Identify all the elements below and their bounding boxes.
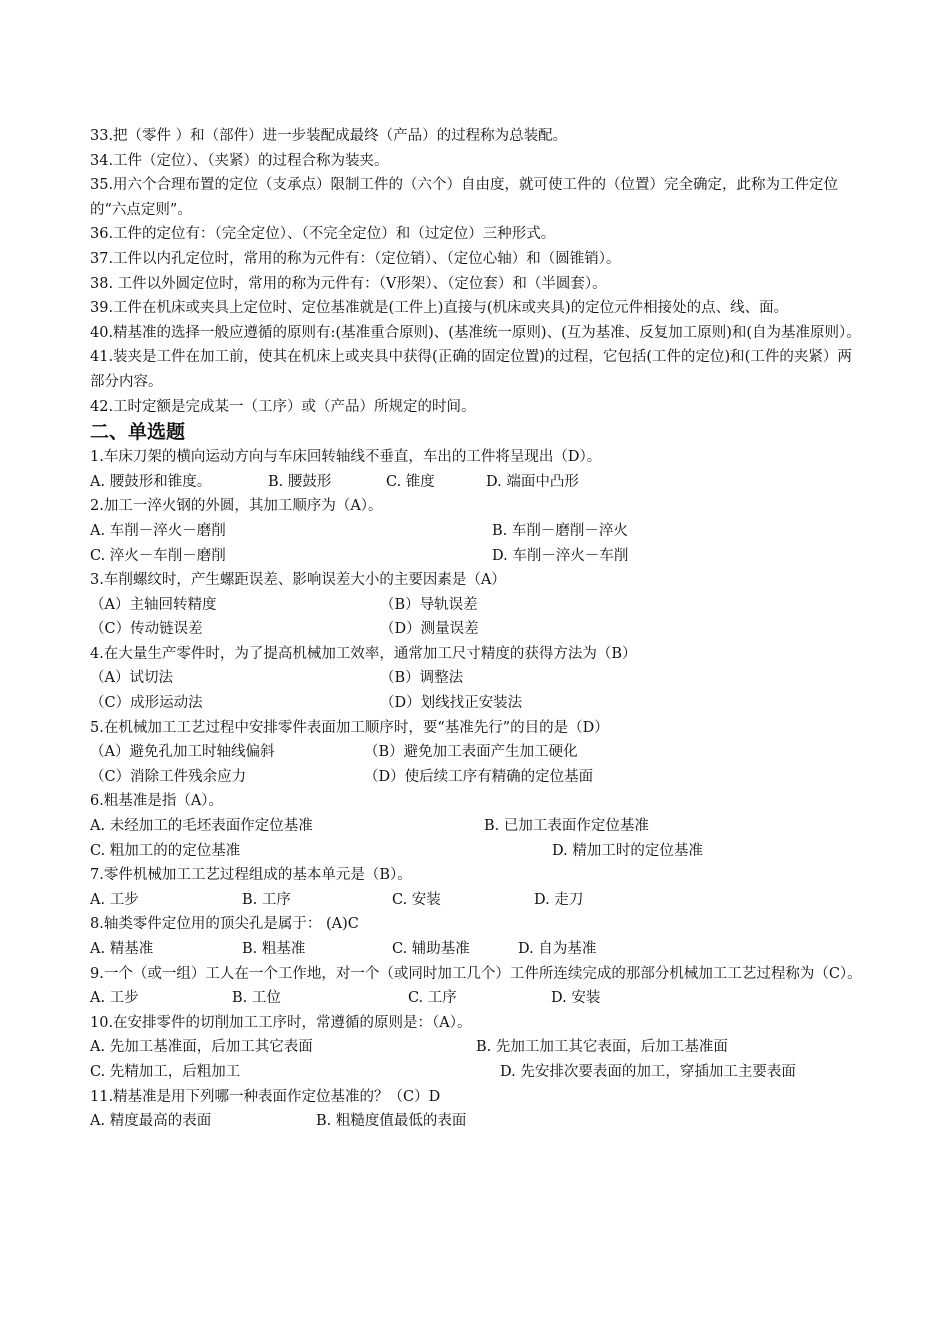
- options-row: [90, 1035, 865, 1060]
- options-row: [90, 986, 865, 1011]
- options-row: [90, 544, 865, 569]
- question-10: 10.在安排零件的切削加工工序时，常遵循的原则是：（A）。: [90, 1014, 472, 1031]
- option: D. 自为基准: [518, 941, 597, 957]
- option: C. 锥度: [386, 473, 435, 490]
- option: A. 精度最高的表面: [90, 1113, 212, 1130]
- question-8: 8.轴类零件定位用的顶尖孔是属于： (A)C: [90, 916, 359, 933]
- question-11: 11.精基准是用下列哪一种表面作定位基准的？（C）D: [90, 1088, 441, 1105]
- option: A. 未经加工的毛坯表面作定位基准: [90, 818, 313, 835]
- option: C. 工序: [408, 990, 457, 1007]
- option: （B）调整法: [380, 670, 464, 687]
- fill-in-item-42: 42.工时定额是完成某一（工序）或（产品）所规定的时间。: [90, 398, 476, 415]
- section-title: 二、单选题: [90, 421, 186, 444]
- option: C. 辅助基准: [392, 941, 470, 957]
- option: C. 先精加工，后粗加工: [90, 1063, 241, 1080]
- options-row: [90, 666, 865, 691]
- question-1: 1.车床刀架的横向运动方向与车床回转轴线不垂直，车出的工件将呈现出（D）。: [90, 449, 602, 466]
- fill-in-item-40: 40.精基准的选择一般应遵循的原则有:(基准重合原则)、(基准统一原则)、(互为基准、反复加工原则)和(自为基准原则）。: [90, 324, 861, 341]
- fill-in-item-36: 36.工件的定位有：（完全定位）、（不完全定位）和（过定位）三种形式。: [90, 226, 556, 243]
- option: A. 精基准: [90, 941, 154, 957]
- option: B. 粗糙度值最低的表面: [316, 1113, 467, 1130]
- option: B. 粗基准: [242, 941, 306, 957]
- option: B. 工位: [232, 990, 281, 1007]
- option: B. 先加工加工其它表面，后加工基准面: [476, 1039, 728, 1056]
- question-2: 2.加工一淬火钢的外圆，其加工顺序为（A）。: [90, 498, 383, 515]
- option: （B）导轨误差: [380, 596, 478, 613]
- option: （D）使后续工序有精确的定位基面: [364, 768, 594, 785]
- option: A. 腰鼓形和锥度。: [90, 473, 212, 490]
- fill-in-item-37: 37.工件以内孔定位时，常用的称为元件有：（定位销）、（定位心轴）和（圆锥销）。: [90, 250, 621, 267]
- option: C. 淬火－车削－磨削: [90, 547, 226, 564]
- option: D. 端面中凸形: [486, 473, 579, 490]
- fill-in-item-38: 38. 工件以外圆定位时，常用的称为元件有：（V形架）、（定位套）和（半圆套）。: [90, 275, 607, 292]
- single-choice-section: [90, 445, 865, 1134]
- question-9: 9.一个（或一组）工人在一个工作地，对一个（或同时加工几个）工件所连续完成的那部分机械加工工艺过程称为（C）。: [90, 965, 862, 982]
- fill-in-item-35: 35.用六个合理布置的定位（支承点）限制工件的（六个）自由度，就可使工件的（位置）完全确定，此称为工件定位的“六点定则”。: [90, 177, 839, 218]
- fill-in-item-33: 33.把（零件 ）和（部件）进一步装配成最终（产品）的过程称为总装配。: [90, 128, 568, 144]
- option: D. 走刀: [534, 891, 584, 908]
- option: （C）传动链误差: [90, 621, 203, 638]
- options-row: [90, 888, 865, 913]
- options-row: [90, 519, 865, 544]
- option: （A）避免孔加工时轴线偏斜: [90, 744, 275, 761]
- option: （D）划线找正安装法: [380, 695, 523, 712]
- options-row: [90, 839, 865, 864]
- options-row: [90, 593, 865, 618]
- option: （A）试切法: [90, 670, 173, 687]
- question-5: 5.在机械加工工艺过程中安排零件表面加工顺序时，要“基准先行”的目的是（D）: [90, 719, 609, 736]
- option: A. 先加工基准面，后加工其它表面: [90, 1039, 313, 1056]
- option: D. 先安排次要表面的加工，穿插加工主要表面: [500, 1063, 796, 1080]
- options-row: [90, 691, 865, 716]
- option: D. 车削－淬火－车削: [492, 547, 629, 564]
- option: B. 车削－磨削－淬火: [492, 522, 628, 539]
- option: D. 安装: [551, 990, 601, 1007]
- options-row: [90, 937, 865, 962]
- options-row: [90, 740, 865, 765]
- option: D. 精加工时的定位基准: [552, 842, 703, 859]
- option: C. 粗加工的的定位基准: [90, 842, 241, 859]
- fill-in-item-39: 39.工件在机床或夹具上定位时、定位基准就是(工件上)直接与(机床或夹具)的定位元件相接处的点、线、面。: [90, 300, 789, 317]
- option: （D）测量误差: [380, 621, 479, 638]
- options-row: [90, 470, 865, 495]
- options-row: [90, 1060, 865, 1085]
- options-row: [90, 617, 865, 642]
- option: A. 工步: [90, 891, 139, 908]
- document-page: [90, 124, 865, 1134]
- option: A. 车削－淬火－磨削: [90, 522, 226, 539]
- option: （C）消除工件残余应力: [90, 768, 247, 785]
- question-4: 4.在大量生产零件时，为了提高机械加工效率，通常加工尺寸精度的获得方法为（B）: [90, 645, 637, 662]
- question-3: 3.车削螺纹时，产生螺距误差、影响误差大小的主要因素是（A）: [90, 572, 506, 589]
- options-row: [90, 814, 865, 839]
- fill-in-item-34: 34.工件（定位）、（夹紧）的过程合称为装夹。: [90, 152, 389, 169]
- fill-in-section: [90, 124, 865, 419]
- options-row: [90, 1109, 865, 1134]
- option: （A）主轴回转精度: [90, 596, 217, 613]
- option: A. 工步: [90, 990, 139, 1007]
- option: （B）避免加工表面产生加工硬化: [364, 744, 578, 761]
- option: B. 工序: [242, 891, 291, 908]
- question-6: 6.粗基准是指（A）。: [90, 793, 224, 810]
- option: B. 腰鼓形: [268, 473, 332, 490]
- option: （C）成形运动法: [90, 695, 203, 712]
- options-row: [90, 765, 865, 790]
- question-7: 7.零件机械加工工艺过程组成的基本单元是（B）。: [90, 867, 412, 884]
- option: C. 安装: [392, 891, 441, 908]
- option: B. 已加工表面作定位基准: [484, 818, 649, 835]
- fill-in-item-41: 41.装夹是工件在加工前，使其在机床上或夹具中获得(正确的固定位置)的过程，它包括(工件的定位)和(工件的夹紧）两部分内容。: [90, 349, 852, 390]
